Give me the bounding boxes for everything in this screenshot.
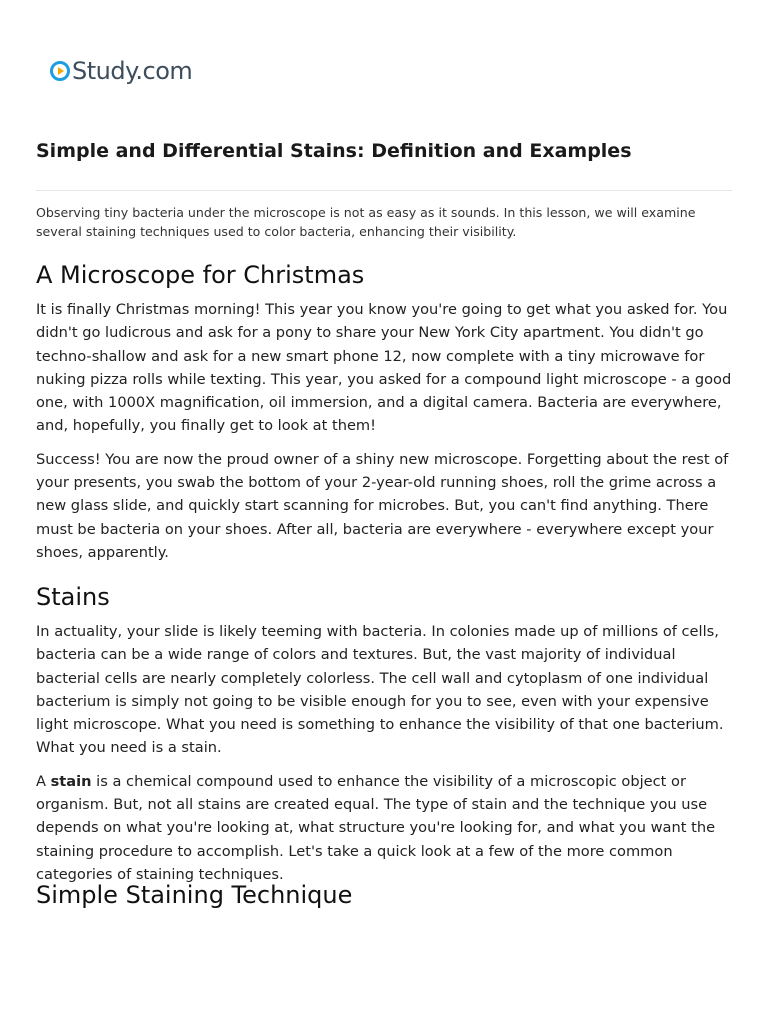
study-logo[interactable] [50,57,192,85]
definition-lead: A [36,772,51,790]
definition-text: is a chemical compound used to enhance the visibility of a microscopic object or organism. But, not all stains are created equal. The type of stain and the technique you use depends on what you're looking at, what structure you're looking for, and what you want the staining procedure to accomplish. Let's take a quick look at a few of the more common categories of staining techniques. [36,772,716,883]
intro-summary: Observing tiny bacteria under the microscope is not as easy as it sounds. In this lesson, we will examine several staining techniques used to color bacteria, enhancing their visibility. [36,205,696,239]
title-divider [36,190,732,191]
paragraph: It is finally Christmas morning! This year you know you're going to get what you asked for. You didn't go ludicrous and ask for a pony to share your New York City apartment. You didn't go techno-shallow and ask for a new smart phone 12, now complete with a tiny microwave for nuking pizza rolls while texting. This year, you asked for a compound light microscope - a good one, with 1000X magnification, oil immersion, and a digital camera. Bacteria are everywhere, and, hopefully, you finally get to look at them! [36,301,732,435]
section-microscope-for-christmas [36,260,732,564]
section-heading: Stains [36,583,110,611]
stain-term: stain [50,772,92,790]
document-title: Simple and Differential Stains: Definition and Examples [36,140,632,162]
section-heading: Simple Staining Technique [36,881,353,909]
section-simple-staining-technique [36,880,732,910]
logo-text: Study.com [72,57,193,85]
play-circle-icon [50,61,70,81]
paragraph: In actuality, your slide is likely teeming with bacteria. In colonies made up of millions of cells, bacteria can be a wide range of colors and textures. But, the vast majority of individual bacterial cells are nearly completely colorless. The cell wall and cytoplasm of one individual bacterium is simply not going to be visible enough for you to see, even with your expensive light microscope. What you need is something to enhance the visibility of that one bacterium. What you need is a stain. [36,623,724,757]
section-heading: A Microscope for Christmas [36,261,365,289]
section-stains [36,582,732,886]
stain-definition-paragraph [36,770,732,886]
paragraph: Success! You are now the proud owner of a shiny new microscope. Forgetting about the rest of your presents, you swab the bottom of your 2-year-old running shoes, roll the grime across a new glass slide, and quickly start scanning for microbes. But, you can't find anything. There must be bacteria on your shoes. After all, bacteria are everywhere - everywhere except your shoes, apparently. [36,450,729,561]
